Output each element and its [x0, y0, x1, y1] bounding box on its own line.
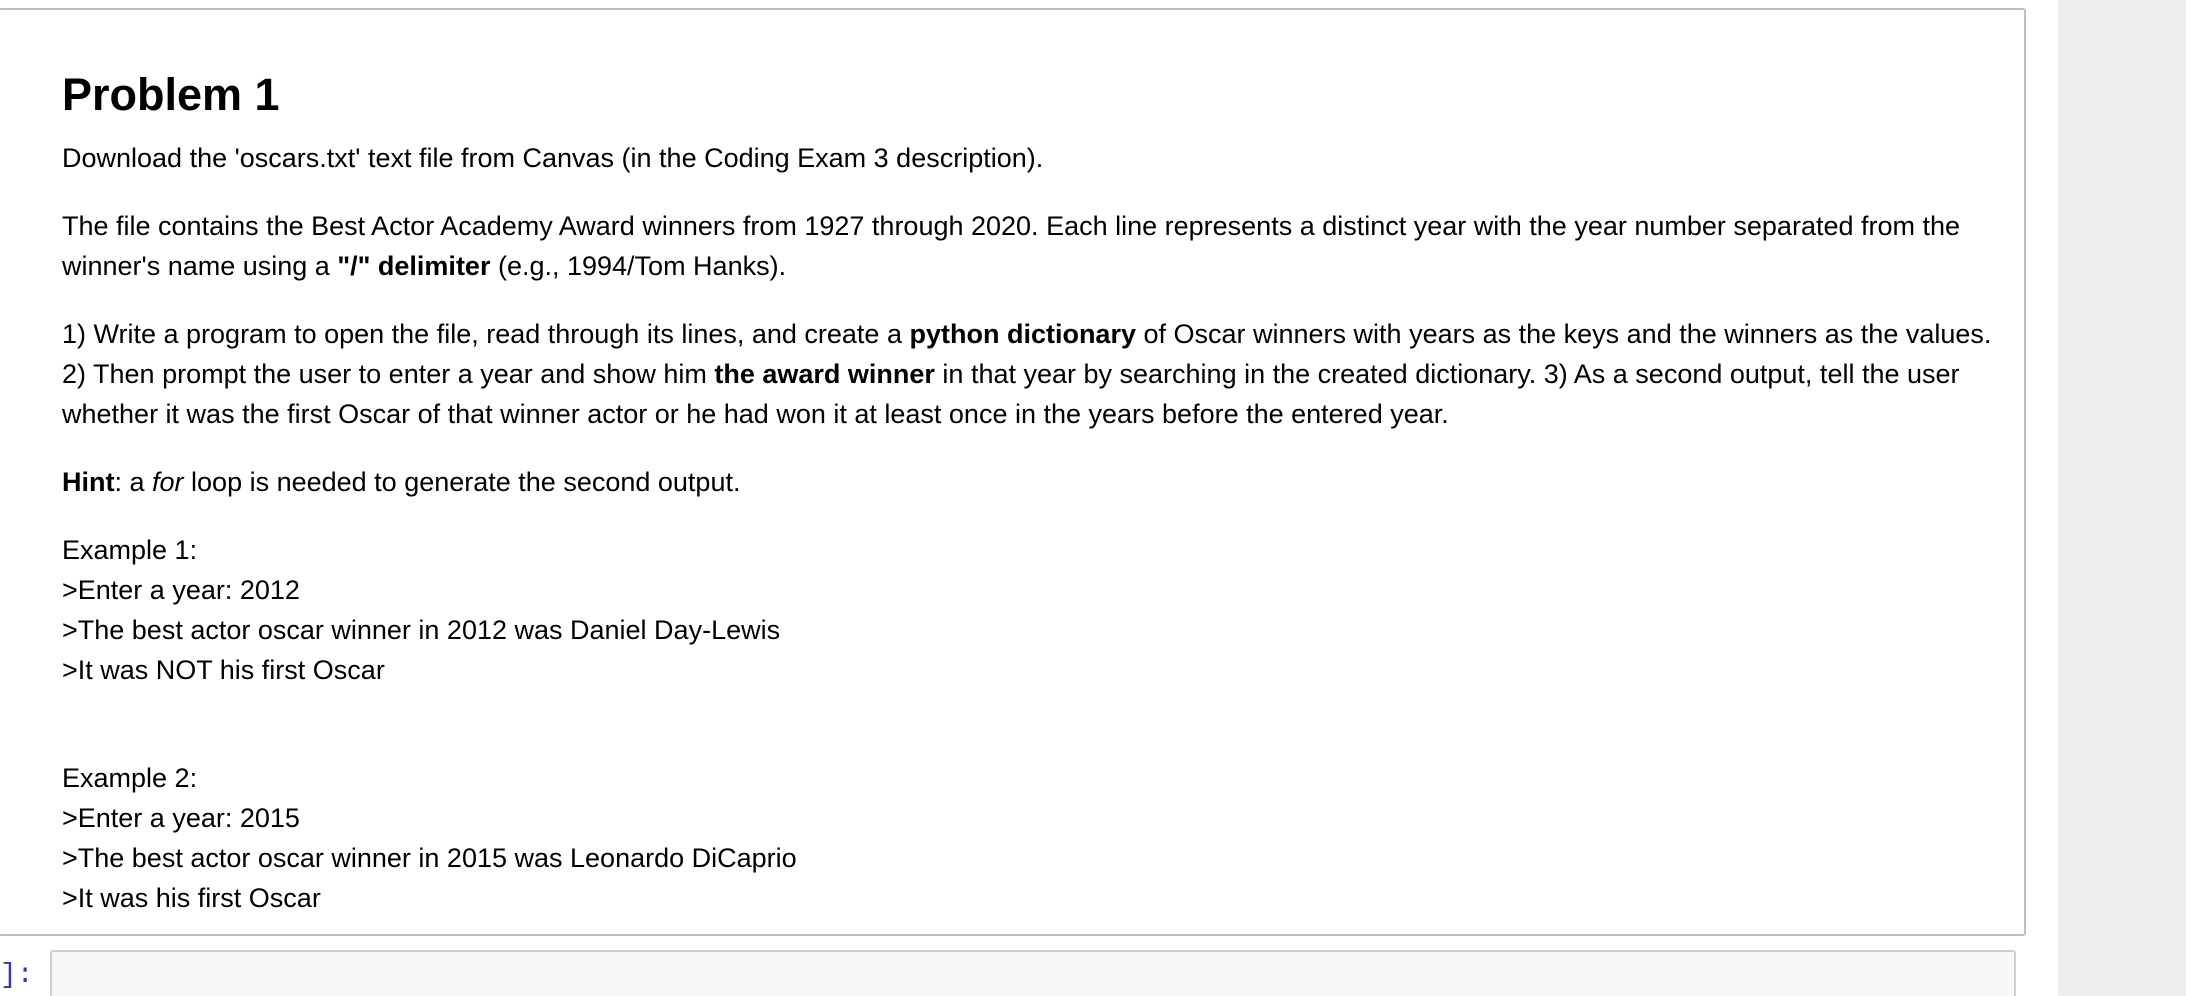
- markdown-content: [62, 10, 2004, 918]
- intro-paragraph: Download the 'oscars.txt' text file from Canvas (in the Coding Exam 3 description).: [62, 143, 1044, 173]
- hint-paragraph: [62, 462, 2004, 502]
- file-desc-example: (e.g., 1994/Tom Hanks).: [490, 251, 787, 281]
- example-line: >The best actor oscar winner in 2015 was Leonardo DiCaprio: [62, 843, 797, 873]
- task-text-2: of Oscar winners with years as the keys and the winners as the values. 2) Then prompt the user to enter a year and show him: [62, 319, 1992, 389]
- example-2: [62, 758, 2004, 918]
- example-spacer: [62, 690, 2004, 758]
- example-line: >The best actor oscar winner in 2012 was Daniel Day-Lewis: [62, 615, 781, 645]
- hint-text-2: loop is needed to generate the second output.: [183, 467, 741, 497]
- example-line: >It was his first Oscar: [62, 883, 321, 913]
- markdown-cell[interactable]: [0, 8, 2026, 936]
- task-paragraph: [62, 314, 2004, 434]
- example-title: Example 1:: [62, 535, 198, 565]
- example-1: [62, 530, 2004, 690]
- task-text-3: in that year by searching in the created dictionary. 3) As a second output, tell the user whether it was the first Oscar of that winner actor or he had won it at least once in the years before the entered year.: [62, 359, 1960, 429]
- file-desc-text: The file contains the Best Actor Academy Award winners from 1927 through 2020. Each line represents a distinct year with the year number separated from the winner's name using a: [62, 211, 1961, 281]
- for-italic: for: [152, 467, 184, 497]
- hint-label: Hint: [62, 467, 115, 497]
- task-text-1: 1) Write a program to open the file, read through its lines, and create a: [62, 319, 910, 349]
- example-line: >Enter a year: 2012: [62, 575, 300, 605]
- python-dictionary-bold: python dictionary: [909, 319, 1136, 349]
- code-cell-input[interactable]: [50, 950, 2016, 996]
- code-cell-prompt: ]:: [0, 960, 34, 991]
- file-description-paragraph: [62, 206, 2004, 286]
- example-title: Example 2:: [62, 763, 198, 793]
- hint-text-1: : a: [114, 467, 153, 497]
- example-line: >Enter a year: 2015: [62, 803, 300, 833]
- problem-title: Problem 1: [62, 69, 280, 120]
- delimiter-bold: "/" delimiter: [337, 251, 491, 281]
- right-gutter: [2058, 0, 2186, 996]
- example-line: >It was NOT his first Oscar: [62, 655, 385, 685]
- award-winner-bold: the award winner: [714, 359, 935, 389]
